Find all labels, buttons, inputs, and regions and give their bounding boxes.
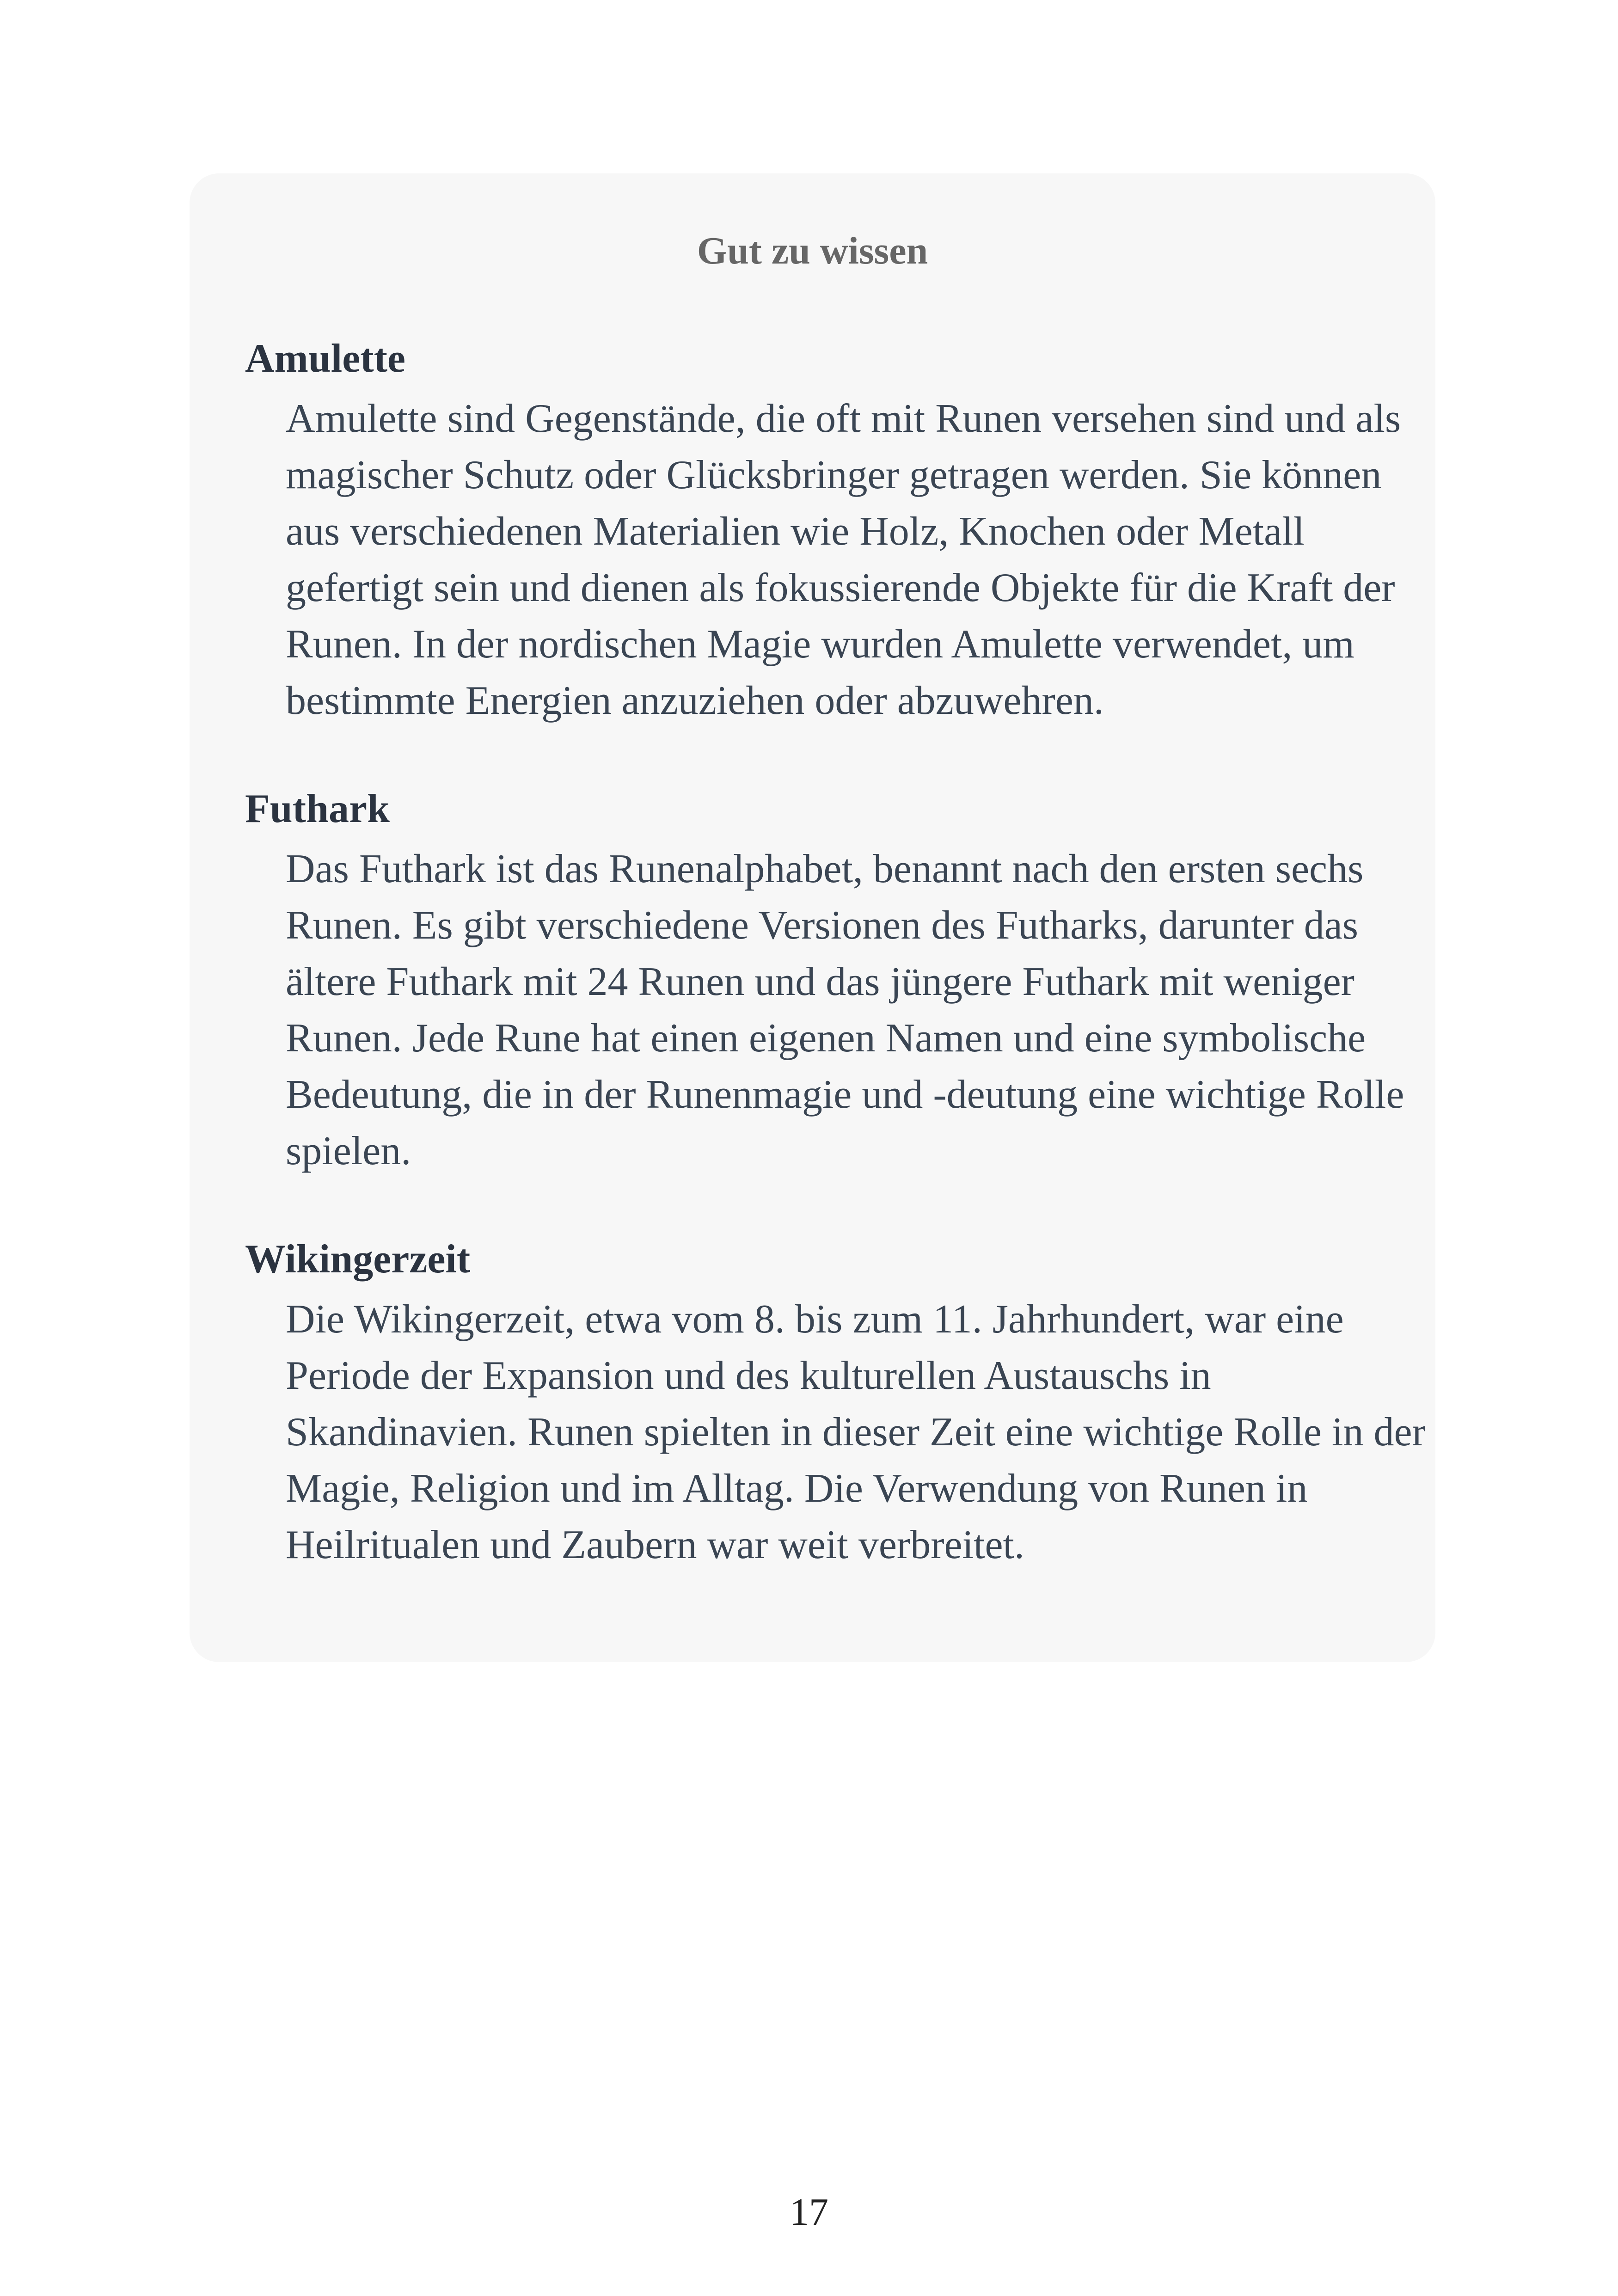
page-number: 17 <box>790 2191 828 2234</box>
box-title: Gut zu wissen <box>697 229 928 272</box>
glossary-entry-futhark <box>245 785 1435 1179</box>
entry-term: Amulette <box>245 336 405 381</box>
glossary-entry-amulette <box>245 334 1435 729</box>
entry-definition: Amulette sind Gegenstände, die oft mit Runen versehen sind und als magischer Schutz oder Glücksbringer getragen werden. Sie können aus verschiedenen Materialien wie Holz, Knochen oder Metall gefertigt sein und dienen als fokussierende Objekte für die Kraft der Runen. In der nordischen Magie wurden Amulette verwendet, um bestimmte Energien anzuziehen oder abzuwehren. <box>286 396 1401 723</box>
entry-term: Wikingerzeit <box>245 1237 471 1282</box>
info-box <box>190 173 1435 1662</box>
entry-term: Futhark <box>245 786 390 831</box>
entry-definition: Die Wikingerzeit, etwa vom 8. bis zum 11. Jahrhundert, war eine Periode der Expansion und des kulturellen Austauschs in Skandinavien. Runen spielten in dieser Zeit eine wichtige Rolle in der Magie, Religion und im Alltag. Die Verwendung von Runen in Heilritualen und Zaubern war weit verbreitet. <box>286 1297 1426 1567</box>
glossary-entry-wikingerzeit <box>245 1235 1435 1573</box>
entry-definition: Das Futhark ist das Runenalphabet, benannt nach den ersten sechs Runen. Es gibt verschiedene Versionen des Futharks, darunter das ältere Futhark mit 24 Runen und das jüngere Futhark mit weniger Runen. Jede Rune hat einen eigenen Namen und eine symbolische Bedeutung, die in der Runenmagie und -deutung eine wichtige Rolle spielen. <box>286 847 1404 1173</box>
